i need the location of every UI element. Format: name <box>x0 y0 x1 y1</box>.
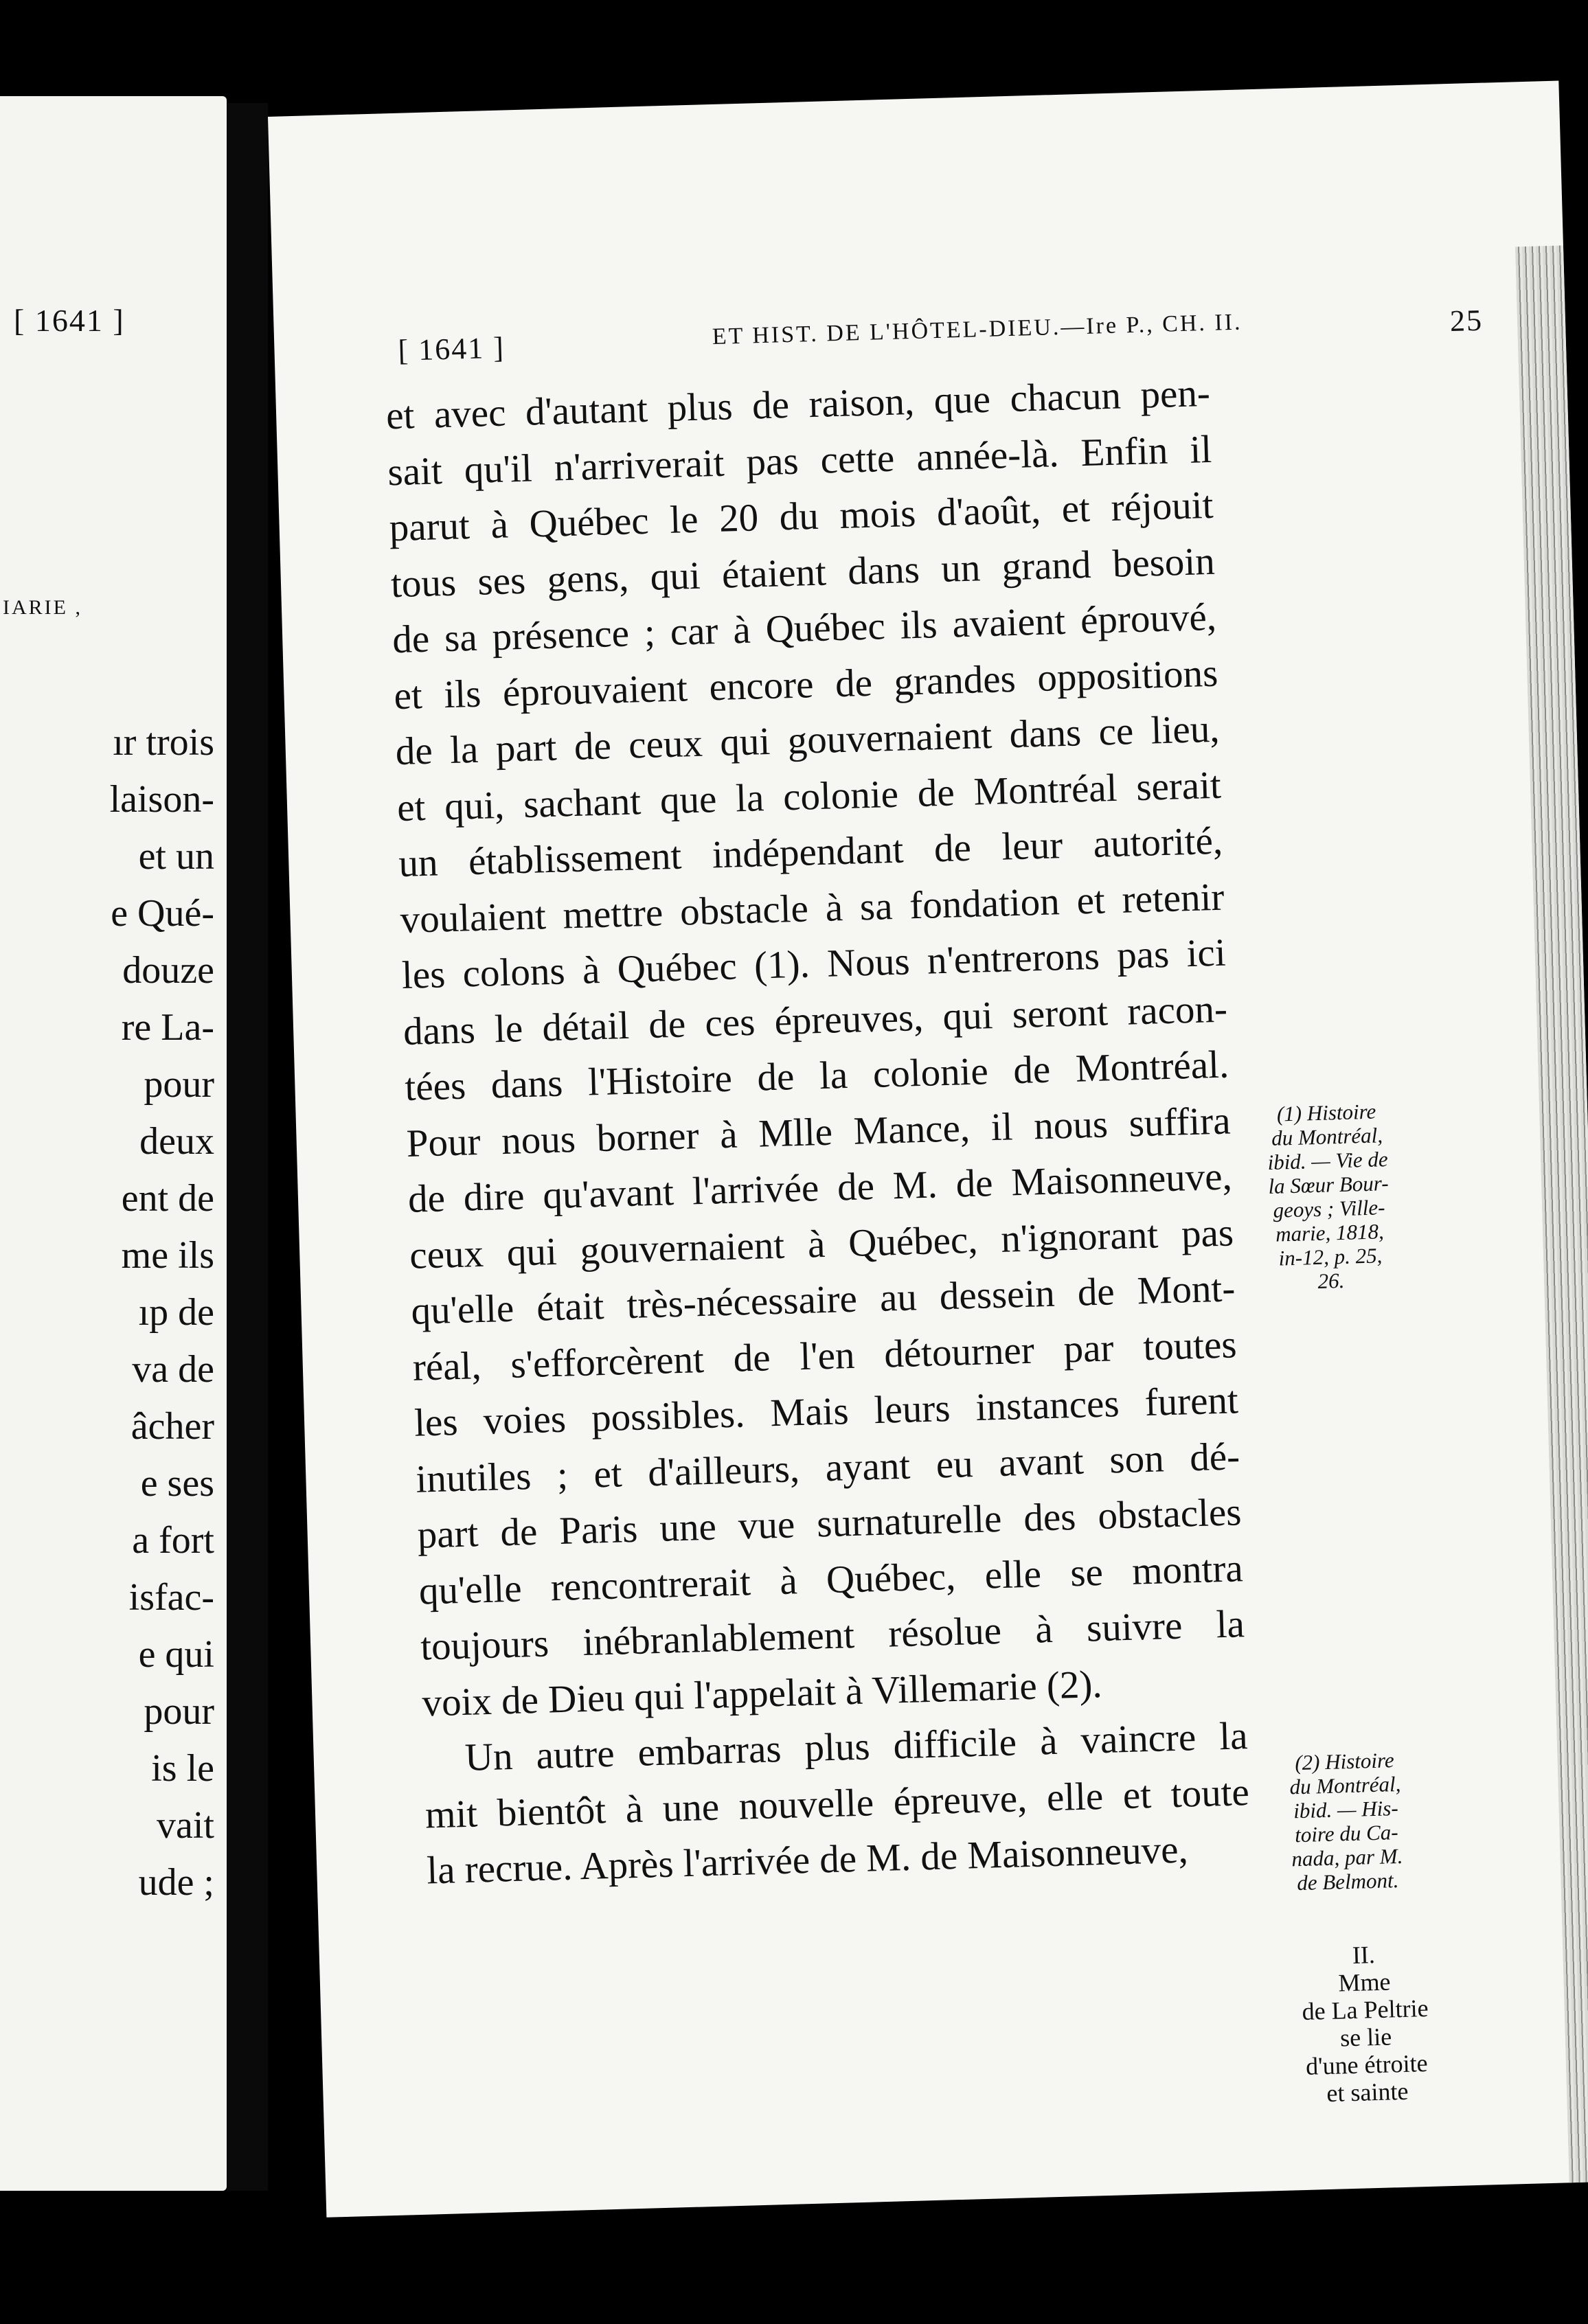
footnote-line: du Montréal, <box>1271 1123 1383 1150</box>
body-line: de dire qu'avant l'arrivée de M. de Maisonneuve, <box>407 1154 1233 1221</box>
left-page <box>0 96 227 2191</box>
footnote-line: nada, par M. <box>1291 1843 1403 1871</box>
body-line: tous ses gens, qui étaient dans un grand besoin <box>390 539 1216 606</box>
body-line: qu'elle rencontrerait à Québec, elle se montra <box>418 1546 1244 1613</box>
margin-title-line: de La Peltrie <box>1302 1994 1429 2026</box>
right-page <box>268 81 1588 2218</box>
body-line: dans le détail de ces épreuves, qui seront racon- <box>402 987 1228 1053</box>
left-page-line: pour <box>144 1690 214 1733</box>
footnote-line: (1) Histoire <box>1276 1099 1376 1126</box>
footnote-line: marie, 1818, <box>1275 1219 1385 1246</box>
body-line: toujours inébranlablement résolue à suivre la <box>420 1602 1245 1669</box>
margin-title-line: et sainte <box>1326 2077 1409 2108</box>
left-page-line: deux <box>139 1120 214 1163</box>
body-line: et ils éprouvaient encore de grandes oppositions <box>393 651 1219 718</box>
footnote-1 <box>1244 1098 1414 1295</box>
body-line: part de Paris une vue surnaturelle des obstacles <box>416 1490 1243 1557</box>
left-page-line: re La- <box>121 1006 214 1049</box>
body-line: qu'elle était très-nécessaire au dessein de Mont- <box>410 1266 1236 1333</box>
footnote-line: (2) Histoire <box>1294 1748 1395 1775</box>
left-page-line: va de <box>132 1348 214 1391</box>
body-line: voulaient mettre obstacle à sa fondation et retenir <box>399 875 1225 942</box>
footnote-line: geoys ; Ville- <box>1273 1195 1385 1222</box>
body-line: Un autre embarras plus difficile à vaincre la <box>464 1714 1249 1779</box>
body-line: ceux qui gouvernaient à Québec, n'ignorant pas <box>409 1210 1234 1277</box>
footnote-line: 26. <box>1317 1268 1345 1293</box>
left-page-line: a fort <box>132 1519 214 1562</box>
left-page-line: e Qué- <box>111 892 214 935</box>
left-page-line: vait <box>157 1804 214 1847</box>
body-line: de sa présence ; car à Québec ils avaient éprouvé, <box>392 595 1217 662</box>
body-line: les colons à Québec (1). Nous n'entrerons pas ici <box>401 931 1227 998</box>
footnote-line: ibid. — His- <box>1293 1796 1399 1823</box>
margin-title-line: II. <box>1352 1941 1376 1969</box>
body-line: sait qu'il n'arriverait pas cette année-là. Enfin il <box>387 427 1212 494</box>
body-line: réal, s'efforcèrent de l'en détourner par toutes <box>412 1322 1238 1389</box>
left-page-line: is le <box>151 1747 214 1790</box>
body-line: un établissement indépendant de leur autorité, <box>398 819 1223 886</box>
body-line: Pour nous borner à Mlle Mance, il nous suffira <box>405 1098 1232 1165</box>
footnote-2 <box>1262 1747 1431 1896</box>
body-line: inutiles ; et d'ailleurs, ayant eu avant son dé- <box>415 1434 1240 1501</box>
left-page-line: ude ; <box>138 1861 214 1904</box>
book-spine <box>227 103 268 2191</box>
left-page-line: ıp de <box>138 1291 214 1334</box>
left-page-running-caps: IARIE , <box>3 596 82 619</box>
left-page-line: âcher <box>131 1405 214 1448</box>
body-line: la recrue. Après l'arrivée de M. de Maisonneuve, <box>426 1827 1189 1893</box>
footnote-line: du Montréal, <box>1289 1771 1401 1799</box>
body-line: les voies possibles. Mais leurs instances furent <box>413 1378 1239 1445</box>
page-number: 25 <box>1449 303 1484 339</box>
margin-title-line: se lie <box>1339 2023 1392 2052</box>
footnote-line: toire du Ca- <box>1294 1820 1399 1847</box>
left-page-line: me ils <box>121 1234 214 1277</box>
left-page-line: e ses <box>140 1462 214 1505</box>
margin-title-line: d'une étroite <box>1305 2049 1429 2080</box>
left-page-line: laison- <box>109 778 214 821</box>
body-line: parut à Québec le 20 du mois d'août, et réjouit <box>388 483 1214 550</box>
body-line: et qui, sachant que la colonie de Montréal serait <box>396 763 1222 830</box>
margin-title-line: Mme <box>1337 1968 1392 1997</box>
body-line: tées dans l'Histoire de la colonie de Montréal. <box>404 1043 1229 1109</box>
footnote-line: la Sœur Bour- <box>1268 1171 1390 1198</box>
left-page-line: pour <box>144 1063 214 1106</box>
header-title: ET HIST. DE L'HÔTEL-DIEU.—Ire P., CH. II. <box>712 309 1243 350</box>
page-edge <box>1515 245 1588 2210</box>
body-line: voix de Dieu qui l'appelait à Villemarie (2). <box>421 1662 1103 1725</box>
body-text <box>385 365 1251 1899</box>
left-page-line: isfac- <box>128 1576 214 1619</box>
left-page-line: ır trois <box>113 721 214 764</box>
header-year: [ 1641 ] <box>397 330 506 367</box>
body-line: de la part de ceux qui gouvernaient dans ce lieu, <box>395 707 1221 774</box>
running-header <box>398 303 1484 368</box>
left-page-line: ent de <box>121 1177 214 1220</box>
left-page-line: douze <box>122 949 214 992</box>
left-page-text-fragments <box>110 714 214 1911</box>
left-page-header: [ 1641 ] <box>14 303 125 338</box>
margin-section-title <box>1281 1939 1451 2108</box>
body-line: et avec d'autant plus de raison, que chacun pen- <box>385 371 1211 438</box>
footnote-line: de Belmont. <box>1296 1868 1399 1895</box>
body-line: mit bientôt à une nouvelle épreuve, elle et toute <box>424 1770 1250 1837</box>
footnote-line: ibid. — Vie de <box>1267 1147 1389 1174</box>
left-page-line: et un <box>138 835 214 878</box>
left-page-line: e qui <box>138 1633 214 1676</box>
footnote-line: in-12, p. 25, <box>1278 1243 1383 1271</box>
